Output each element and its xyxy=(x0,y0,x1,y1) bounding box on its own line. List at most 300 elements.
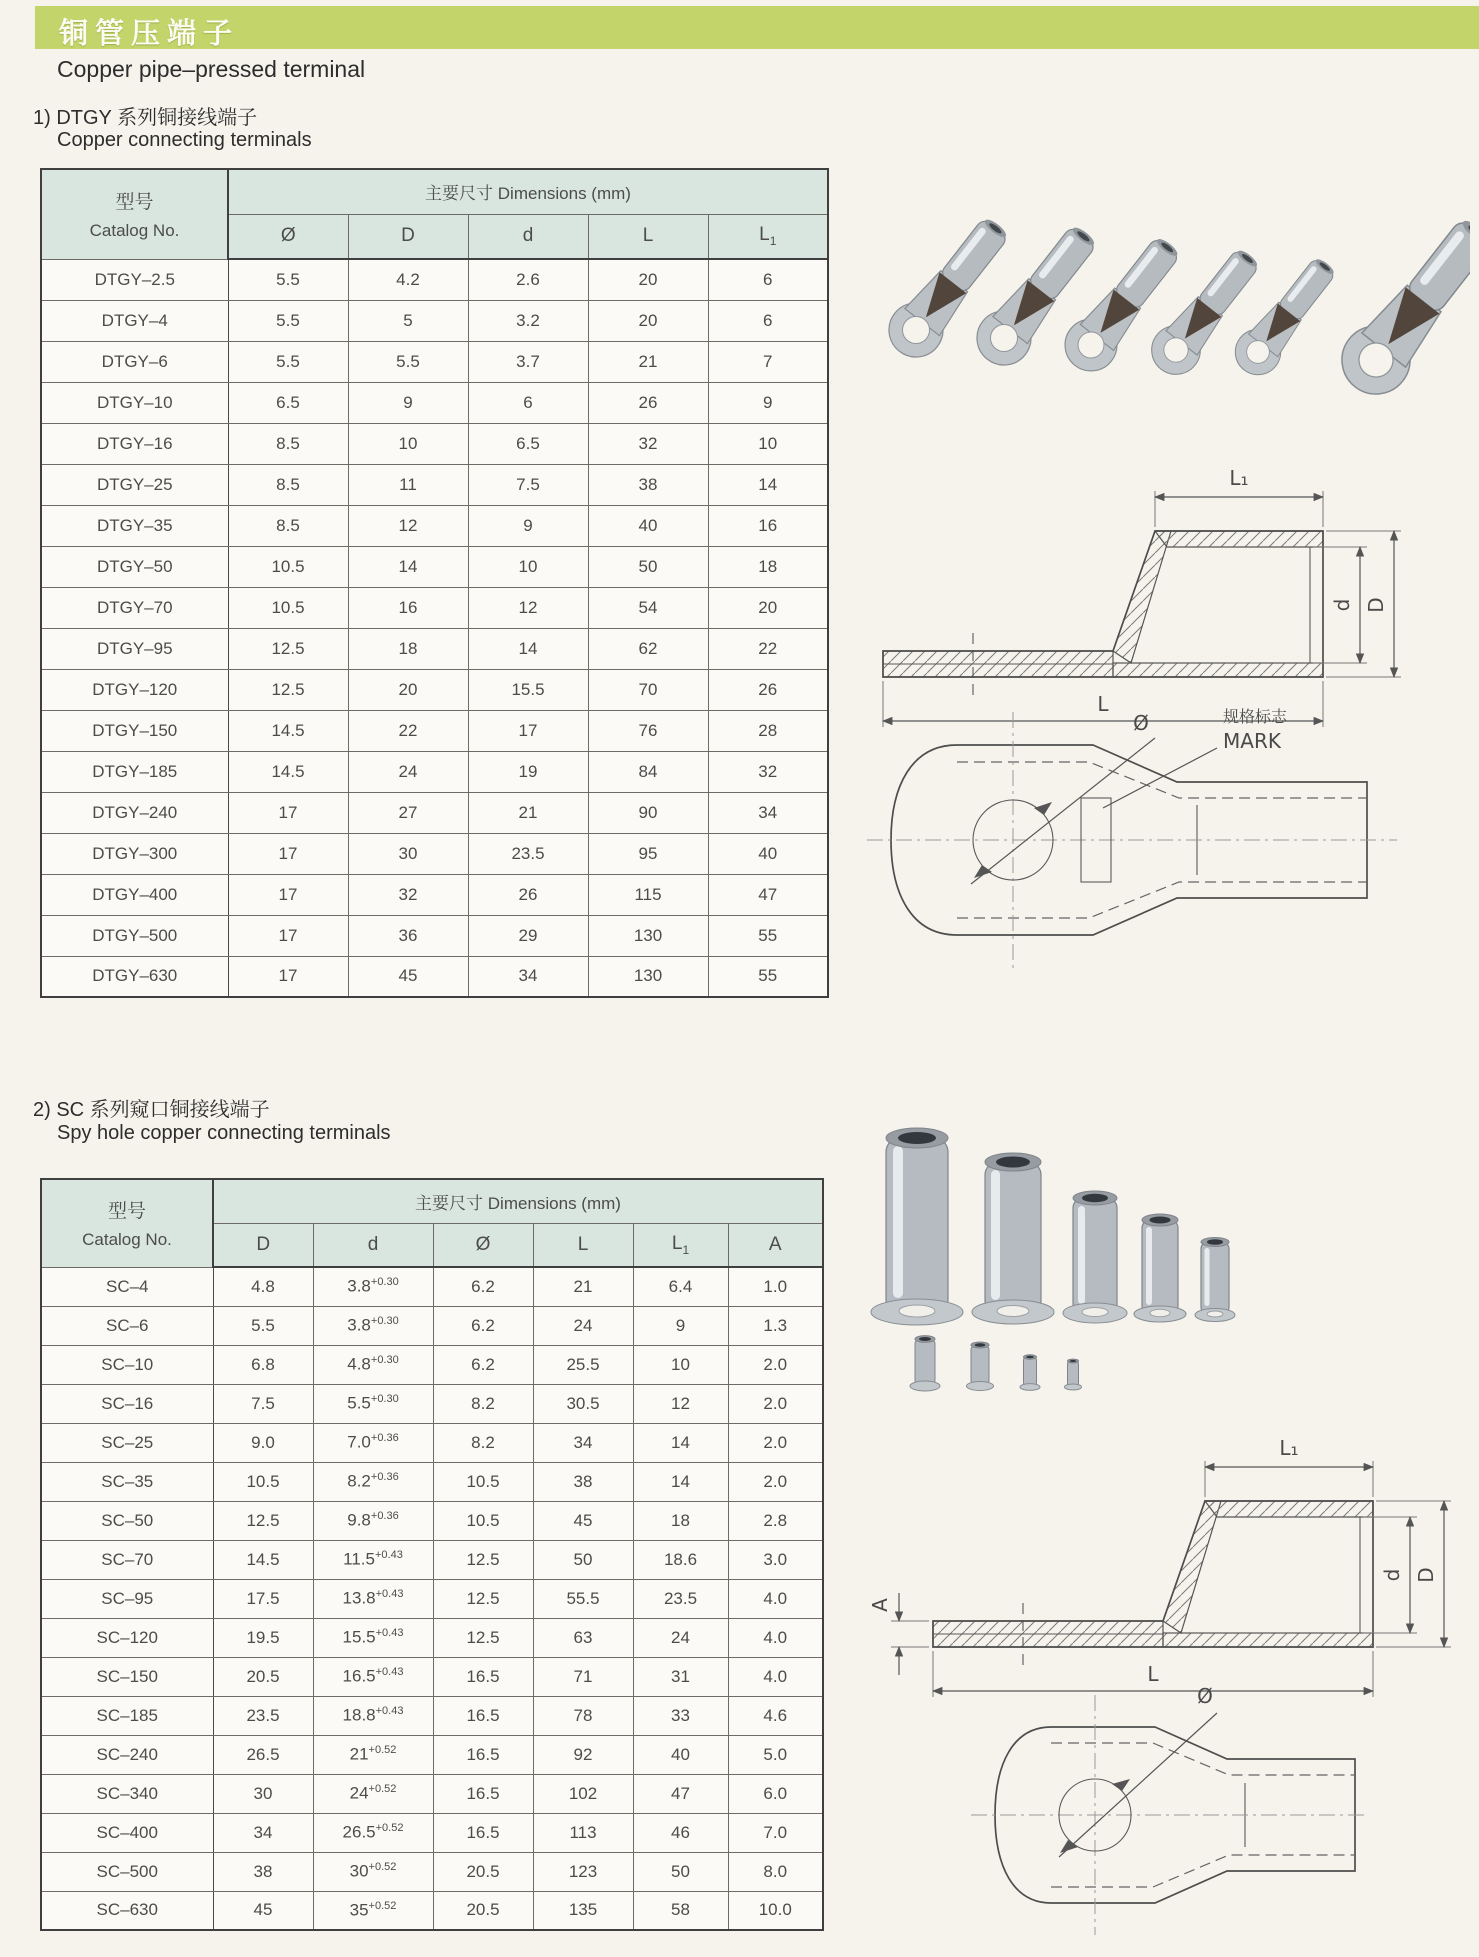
dim-value-cell: 12 xyxy=(348,505,468,546)
dim-value-cell: 29 xyxy=(468,915,588,956)
dtgy-top-view-drawing xyxy=(845,690,1425,990)
dim-value-cell: 9.0 xyxy=(213,1423,313,1462)
dim-value-cell: 50 xyxy=(633,1852,728,1891)
dim-value-cell: 6 xyxy=(708,259,828,300)
dim-value-cell: 6.5 xyxy=(228,382,348,423)
dim-value-cell: 9 xyxy=(633,1306,728,1345)
dim-value-cell: 7.5 xyxy=(213,1384,313,1423)
tolerance-superscript: +0.43 xyxy=(374,1549,403,1562)
dim-value-cell: 34 xyxy=(213,1813,313,1852)
dim-value-cell: 14.5 xyxy=(228,710,348,751)
sc-table-body xyxy=(41,1267,823,1930)
dim-value-cell: 12.5 xyxy=(433,1618,533,1657)
dim-value-cell: 3.2 xyxy=(468,300,588,341)
catalog-no-cell: SC–340 xyxy=(41,1774,213,1813)
dim-value-cell: 47 xyxy=(633,1774,728,1813)
dim-value-cell: 17 xyxy=(228,792,348,833)
catalog-no-cell: DTGY–70 xyxy=(41,587,228,628)
catalog-no-cell: SC–400 xyxy=(41,1813,213,1852)
dim-column-header: $L_1$ xyxy=(708,214,828,259)
dim-value-cell: 34 xyxy=(533,1423,633,1462)
dim-value-cell: 4.6 xyxy=(728,1696,823,1735)
tolerance-superscript: +0.52 xyxy=(368,1899,397,1912)
dim-value-cell: 10.0 xyxy=(728,1891,823,1930)
section2-heading-en: Spy hole copper connecting terminals xyxy=(57,1122,391,1144)
dim-column-header: L xyxy=(533,1223,633,1267)
dim-value-cell: 40 xyxy=(588,505,708,546)
dim-value-cell: 17 xyxy=(468,710,588,751)
dim-value-cell: 5.0 xyxy=(728,1735,823,1774)
subscript: 1 xyxy=(769,234,777,249)
dim-value-cell: 6.2 xyxy=(433,1306,533,1345)
dim-value-cell: 26 xyxy=(588,382,708,423)
dim-value-cell: 23.5 xyxy=(633,1579,728,1618)
dim-value-cell: 12.5 xyxy=(213,1501,313,1540)
catalog-header-en: Catalog No. xyxy=(89,221,180,241)
dim-value-cell: 30 xyxy=(213,1774,313,1813)
dim-value-cell: 30.5 xyxy=(533,1384,633,1423)
catalog-no-cell: SC–240 xyxy=(41,1735,213,1774)
table-row xyxy=(41,382,828,423)
sc-product-photo xyxy=(845,1075,1315,1405)
dim-value-cell: 16 xyxy=(708,505,828,546)
dim-value-cell: 23.5 xyxy=(213,1696,313,1735)
dtgy-header-row-1 xyxy=(41,169,828,214)
dim-value-cell: 9 xyxy=(348,382,468,423)
dim-column-header: L xyxy=(588,214,708,259)
dim-value-cell: 78 xyxy=(533,1696,633,1735)
catalog-no-cell: SC–35 xyxy=(41,1462,213,1501)
dim-value-cell: 8.0 xyxy=(728,1852,823,1891)
catalog-no-cell: SC–120 xyxy=(41,1618,213,1657)
dimensions-header: 主要尺寸 Dimensions (mm) xyxy=(228,169,828,214)
dim-value-cell: 115 xyxy=(588,874,708,915)
dim-value-cell: 38 xyxy=(533,1462,633,1501)
table-row xyxy=(41,669,828,710)
dim-value-cell: 5 xyxy=(348,300,468,341)
dim-column-header: d xyxy=(468,214,588,259)
dim-value-cell: 2.8 xyxy=(728,1501,823,1540)
dim-value-cell: 31 xyxy=(633,1657,728,1696)
dim-value-cell: 14 xyxy=(633,1423,728,1462)
dim-value-cell: 20.5 xyxy=(433,1852,533,1891)
dim-value-cell: 24 xyxy=(533,1306,633,1345)
dim-column-header: $L_1$ xyxy=(633,1223,728,1267)
dim-value-cell: 9 xyxy=(708,382,828,423)
dim-value-cell: 5.5 xyxy=(228,341,348,382)
dtgy-table xyxy=(40,168,829,998)
dim-value-cell: 135 xyxy=(533,1891,633,1930)
catalog-no-cell: DTGY–95 xyxy=(41,628,228,669)
dim-value-cell: $13.8^{+0.43}$ xyxy=(313,1579,433,1618)
dim-value-cell: 47 xyxy=(708,874,828,915)
catalog-no-cell: DTGY–16 xyxy=(41,423,228,464)
dim-value-cell: 8.5 xyxy=(228,423,348,464)
dim-value-cell: 4.0 xyxy=(728,1618,823,1657)
dim-value-cell: 21 xyxy=(468,792,588,833)
dim-value-cell: 16 xyxy=(348,587,468,628)
dim-value-cell: 4.2 xyxy=(348,259,468,300)
catalog-no-cell: SC–630 xyxy=(41,1891,213,1930)
dim-value-cell: 12.5 xyxy=(228,669,348,710)
dim-value-cell: 63 xyxy=(533,1618,633,1657)
title-band xyxy=(35,6,1479,49)
table-row xyxy=(41,1540,823,1579)
dim-value-cell: 16.5 xyxy=(433,1774,533,1813)
dim-value-cell: 1.0 xyxy=(728,1267,823,1306)
dim-value-cell: 5.5 xyxy=(213,1306,313,1345)
catalog-no-cell: DTGY–2.5 xyxy=(41,259,228,300)
dim-value-cell: 32 xyxy=(348,874,468,915)
tolerance-superscript: +0.43 xyxy=(375,1666,404,1679)
table-row xyxy=(41,1384,823,1423)
dim-value-cell: 14 xyxy=(348,546,468,587)
tolerance-superscript: +0.43 xyxy=(375,1588,404,1601)
dim-value-cell: 26 xyxy=(468,874,588,915)
dim-value-cell: $5.5^{+0.30}$ xyxy=(313,1384,433,1423)
table-row xyxy=(41,1345,823,1384)
dim-value-cell: 10.5 xyxy=(213,1462,313,1501)
dim-value-cell: 12.5 xyxy=(433,1579,533,1618)
page-title-cn: 铜管压端子 xyxy=(59,18,240,50)
table-row xyxy=(41,1735,823,1774)
dim-value-cell: 45 xyxy=(533,1501,633,1540)
sc-table xyxy=(40,1178,824,1931)
dim-value-cell: 30 xyxy=(348,833,468,874)
mark-label-cn: 规格标志 xyxy=(1223,707,1288,726)
dim-value-cell: 14.5 xyxy=(213,1540,313,1579)
dim-value-cell: 46 xyxy=(633,1813,728,1852)
dim-value-cell: 70 xyxy=(588,669,708,710)
table-row xyxy=(41,1891,823,1930)
dim-value-cell: 40 xyxy=(708,833,828,874)
table-row xyxy=(41,1696,823,1735)
table-row xyxy=(41,710,828,751)
dim-value-cell: 10.5 xyxy=(433,1462,533,1501)
catalog-no-header xyxy=(41,169,228,259)
catalog-no-cell: SC–4 xyxy=(41,1267,213,1306)
dim-value-cell: $3.8^{+0.30}$ xyxy=(313,1306,433,1345)
dim-column-header: D xyxy=(213,1223,313,1267)
dim-value-cell: $11.5^{+0.43}$ xyxy=(313,1540,433,1579)
dim-value-cell: 90 xyxy=(588,792,708,833)
dim-value-cell: 123 xyxy=(533,1852,633,1891)
dim-value-cell: 3.0 xyxy=(728,1540,823,1579)
table-row xyxy=(41,956,828,997)
dim-value-cell: 2.0 xyxy=(728,1423,823,1462)
dim-value-cell: 50 xyxy=(533,1540,633,1579)
dim-value-cell: 20 xyxy=(588,300,708,341)
catalog-no-cell: DTGY–500 xyxy=(41,915,228,956)
dim-value-cell: 16.5 xyxy=(433,1735,533,1774)
dim-value-cell: 4.0 xyxy=(728,1657,823,1696)
dim-value-cell: 22 xyxy=(348,710,468,751)
dim-value-cell: 55.5 xyxy=(533,1579,633,1618)
dim-value-cell: 8.2 xyxy=(433,1384,533,1423)
tolerance-superscript: +0.30 xyxy=(370,1354,399,1367)
dim-value-cell: 62 xyxy=(588,628,708,669)
dim-value-cell: 27 xyxy=(348,792,468,833)
dim-value-cell: 21 xyxy=(588,341,708,382)
dim-value-cell: 113 xyxy=(533,1813,633,1852)
table-row xyxy=(41,1501,823,1540)
dim-value-cell: 2.6 xyxy=(468,259,588,300)
catalog-no-cell: SC–185 xyxy=(41,1696,213,1735)
sc-header-row-1 xyxy=(41,1179,823,1223)
dim-column-header: Ø xyxy=(433,1223,533,1267)
dim-value-cell: 12 xyxy=(633,1384,728,1423)
tolerance-superscript: +0.43 xyxy=(375,1627,404,1640)
dim-value-cell: $16.5^{+0.43}$ xyxy=(313,1657,433,1696)
table-row xyxy=(41,1618,823,1657)
dim-value-cell: 23.5 xyxy=(468,833,588,874)
catalog-no-cell: SC–500 xyxy=(41,1852,213,1891)
dim-value-cell: 2.0 xyxy=(728,1345,823,1384)
dim-value-cell: 33 xyxy=(633,1696,728,1735)
dim-value-cell: 25.5 xyxy=(533,1345,633,1384)
tolerance-superscript: +0.52 xyxy=(368,1861,397,1874)
catalog-no-cell: DTGY–240 xyxy=(41,792,228,833)
dim-column-header: Ø xyxy=(228,214,348,259)
table-row xyxy=(41,751,828,792)
dim-value-cell: 20 xyxy=(348,669,468,710)
dim-value-cell: $3.8^{+0.30}$ xyxy=(313,1267,433,1306)
catalog-no-cell: SC–10 xyxy=(41,1345,213,1384)
dim-value-cell: 17.5 xyxy=(213,1579,313,1618)
catalog-no-cell: DTGY–400 xyxy=(41,874,228,915)
dim-label-L: L xyxy=(1147,1662,1159,1686)
dim-value-cell: 5.5 xyxy=(228,259,348,300)
dim-value-cell: 10.5 xyxy=(228,546,348,587)
dim-value-cell: 6 xyxy=(468,382,588,423)
dim-value-cell: 7 xyxy=(708,341,828,382)
table-row xyxy=(41,464,828,505)
table-row xyxy=(41,1774,823,1813)
dim-value-cell: 20 xyxy=(708,587,828,628)
dim-value-cell: $24^{+0.52}$ xyxy=(313,1774,433,1813)
dim-value-cell: 18 xyxy=(348,628,468,669)
catalog-no-cell: SC–6 xyxy=(41,1306,213,1345)
table-row xyxy=(41,259,828,300)
dim-value-cell: 20 xyxy=(588,259,708,300)
dim-value-cell: 12.5 xyxy=(433,1540,533,1579)
dim-label-L: L xyxy=(1097,692,1109,716)
dim-value-cell: 4.0 xyxy=(728,1579,823,1618)
catalog-no-cell: DTGY–6 xyxy=(41,341,228,382)
tolerance-superscript: +0.36 xyxy=(370,1432,399,1445)
dtgy-product-photo xyxy=(838,128,1470,400)
dim-value-cell: 10 xyxy=(708,423,828,464)
catalog-no-cell: DTGY–300 xyxy=(41,833,228,874)
catalog-no-cell: SC–16 xyxy=(41,1384,213,1423)
dim-label-l1: L₁ xyxy=(1229,466,1249,490)
catalog-no-cell: SC–25 xyxy=(41,1423,213,1462)
section2-heading-cn: 2) SC 系列窥口铜接线端子 xyxy=(33,1099,270,1121)
catalog-no-cell: DTGY–35 xyxy=(41,505,228,546)
dim-value-cell: 34 xyxy=(708,792,828,833)
dim-value-cell: 6.5 xyxy=(468,423,588,464)
tolerance-superscript: +0.30 xyxy=(370,1393,399,1406)
table-row xyxy=(41,505,828,546)
dim-value-cell: 3.7 xyxy=(468,341,588,382)
dim-value-cell: 16.5 xyxy=(433,1696,533,1735)
dim-value-cell: 15.5 xyxy=(468,669,588,710)
dim-label-D: D xyxy=(1414,1567,1438,1583)
catalog-no-cell: DTGY–4 xyxy=(41,300,228,341)
table-row xyxy=(41,546,828,587)
dim-value-cell: 102 xyxy=(533,1774,633,1813)
dim-column-header: D xyxy=(348,214,468,259)
catalog-no-header xyxy=(41,1179,213,1267)
dim-value-cell: $35^{+0.52}$ xyxy=(313,1891,433,1930)
dim-value-cell: 6.8 xyxy=(213,1345,313,1384)
dim-value-cell: $7.0^{+0.36}$ xyxy=(313,1423,433,1462)
dim-value-cell: 26 xyxy=(708,669,828,710)
dim-value-cell: 7.5 xyxy=(468,464,588,505)
dim-value-cell: 28 xyxy=(708,710,828,751)
dim-value-cell: 14 xyxy=(708,464,828,505)
tolerance-superscript: +0.52 xyxy=(375,1822,404,1835)
dim-value-cell: 7.0 xyxy=(728,1813,823,1852)
dim-value-cell: 55 xyxy=(708,915,828,956)
catalog-header-cn: 型号 xyxy=(107,1201,146,1223)
dim-value-cell: 5.5 xyxy=(228,300,348,341)
table-row xyxy=(41,423,828,464)
dim-label-l1: L₁ xyxy=(1279,1436,1299,1460)
table-row xyxy=(41,1423,823,1462)
dim-value-cell: 19 xyxy=(468,751,588,792)
table-row xyxy=(41,587,828,628)
dim-value-cell: 1.3 xyxy=(728,1306,823,1345)
dim-value-cell: 71 xyxy=(533,1657,633,1696)
tolerance-superscript: +0.52 xyxy=(368,1744,397,1757)
dim-value-cell: 10 xyxy=(468,546,588,587)
dim-value-cell: 24 xyxy=(633,1618,728,1657)
dim-value-cell: $4.8^{+0.30}$ xyxy=(313,1345,433,1384)
dim-value-cell: 45 xyxy=(213,1891,313,1930)
dim-value-cell: 130 xyxy=(588,915,708,956)
dim-value-cell: $26.5^{+0.52}$ xyxy=(313,1813,433,1852)
dim-value-cell: $21^{+0.52}$ xyxy=(313,1735,433,1774)
tolerance-superscript: +0.43 xyxy=(375,1705,404,1718)
table-row xyxy=(41,792,828,833)
dim-value-cell: $9.8^{+0.36}$ xyxy=(313,1501,433,1540)
dim-value-cell: 24 xyxy=(348,751,468,792)
catalog-no-cell: SC–50 xyxy=(41,1501,213,1540)
table-row xyxy=(41,1852,823,1891)
dim-value-cell: 17 xyxy=(228,874,348,915)
catalog-no-cell: DTGY–150 xyxy=(41,710,228,751)
dim-value-cell: 22 xyxy=(708,628,828,669)
dim-value-cell: 21 xyxy=(533,1267,633,1306)
dim-value-cell: $8.2^{+0.36}$ xyxy=(313,1462,433,1501)
page-title-en: Copper pipe–pressed terminal xyxy=(57,56,366,82)
dim-value-cell: 26.5 xyxy=(213,1735,313,1774)
table-row xyxy=(41,341,828,382)
dim-label-D: D xyxy=(1364,597,1388,613)
dim-value-cell: 10.5 xyxy=(433,1501,533,1540)
dim-value-cell: 40 xyxy=(633,1735,728,1774)
catalog-no-cell: DTGY–120 xyxy=(41,669,228,710)
dim-value-cell: 9 xyxy=(468,505,588,546)
dim-column-header: A xyxy=(728,1223,823,1267)
dim-value-cell: 32 xyxy=(588,423,708,464)
dtgy-table-body xyxy=(41,259,828,997)
dim-value-cell: 45 xyxy=(348,956,468,997)
table-row xyxy=(41,300,828,341)
tolerance-superscript: +0.36 xyxy=(370,1510,399,1523)
dimensions-header: 主要尺寸 Dimensions (mm) xyxy=(213,1179,823,1223)
dim-label-d: d xyxy=(1330,598,1354,612)
dim-value-cell: 14 xyxy=(633,1462,728,1501)
table-row xyxy=(41,874,828,915)
dim-value-cell: 11 xyxy=(348,464,468,505)
sc-top-view-drawing xyxy=(955,1665,1375,1955)
tolerance-superscript: +0.30 xyxy=(370,1276,399,1289)
dim-value-cell: 16.5 xyxy=(433,1657,533,1696)
dim-value-cell: 55 xyxy=(708,956,828,997)
dim-value-cell: 17 xyxy=(228,956,348,997)
dim-value-cell: 4.8 xyxy=(213,1267,313,1306)
dim-value-cell: 38 xyxy=(588,464,708,505)
dim-value-cell: 6.2 xyxy=(433,1267,533,1306)
dim-value-cell: 12.5 xyxy=(228,628,348,669)
table-row xyxy=(41,1657,823,1696)
dim-value-cell: 20.5 xyxy=(433,1891,533,1930)
dim-value-cell: 32 xyxy=(708,751,828,792)
dim-value-cell: 50 xyxy=(588,546,708,587)
tolerance-superscript: +0.52 xyxy=(368,1783,397,1796)
table-row xyxy=(41,833,828,874)
table-row xyxy=(41,1306,823,1345)
dim-value-cell: 2.0 xyxy=(728,1384,823,1423)
dim-value-cell: 18 xyxy=(633,1501,728,1540)
dim-value-cell: 10.5 xyxy=(228,587,348,628)
dim-label-d: d xyxy=(1380,1568,1404,1582)
dim-value-cell: 18.6 xyxy=(633,1540,728,1579)
dim-value-cell: 8.5 xyxy=(228,464,348,505)
dim-value-cell: 16.5 xyxy=(433,1813,533,1852)
dim-value-cell: 17 xyxy=(228,833,348,874)
dim-value-cell: 10 xyxy=(348,423,468,464)
dim-value-cell: 36 xyxy=(348,915,468,956)
catalog-header-cn: 型号 xyxy=(115,192,154,214)
dim-value-cell: 58 xyxy=(633,1891,728,1930)
dim-value-cell: 12 xyxy=(468,587,588,628)
dim-label-A: A xyxy=(868,1598,892,1612)
dim-value-cell: $15.5^{+0.43}$ xyxy=(313,1618,433,1657)
dim-value-cell: 92 xyxy=(533,1735,633,1774)
section1-heading-en: Copper connecting terminals xyxy=(57,129,312,151)
dim-value-cell: 18 xyxy=(708,546,828,587)
catalog-no-cell: SC–150 xyxy=(41,1657,213,1696)
catalog-no-cell: DTGY–630 xyxy=(41,956,228,997)
dim-value-cell: 17 xyxy=(228,915,348,956)
catalog-no-cell: DTGY–10 xyxy=(41,382,228,423)
dim-value-cell: 14.5 xyxy=(228,751,348,792)
catalog-no-cell: SC–95 xyxy=(41,1579,213,1618)
dim-value-cell: 8.5 xyxy=(228,505,348,546)
dim-column-header: d xyxy=(313,1223,433,1267)
subscript: 1 xyxy=(682,1242,690,1257)
catalog-no-cell: SC–70 xyxy=(41,1540,213,1579)
dim-value-cell: 6.2 xyxy=(433,1345,533,1384)
table-row xyxy=(41,628,828,669)
dim-value-cell: 8.2 xyxy=(433,1423,533,1462)
catalog-no-cell: DTGY–50 xyxy=(41,546,228,587)
mark-label-en: MARK xyxy=(1223,729,1281,753)
catalog-no-cell: DTGY–185 xyxy=(41,751,228,792)
